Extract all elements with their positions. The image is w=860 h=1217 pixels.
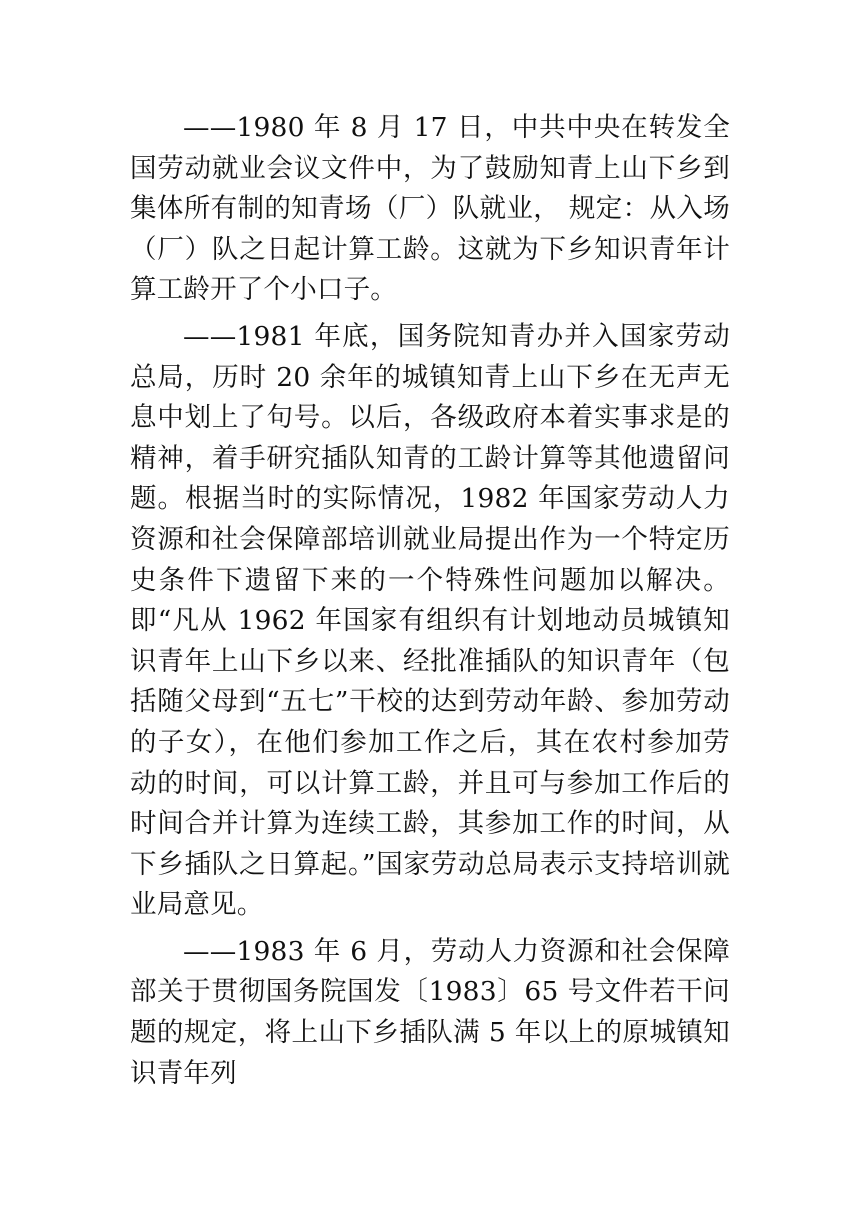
document-body	[130, 108, 730, 1100]
paragraph-1983: ——1983 年 6 月，劳动人力资源和社会保障部关于贯彻国务院国发〔1983〕65 号文件若干问题的规定，将上山下乡插队满 5 年以上的原城镇知识青年列	[130, 935, 730, 1089]
paragraph-1980: ——1980 年 8 月 17 日，中共中央在转发全国劳动就业会议文件中，为了鼓励知青上山下乡到集体所有制的知青场（厂）队就业， 规定：从入场（厂）队之日起计算工龄。这就为下乡知识青年计算工龄开了个小口子。	[130, 112, 730, 306]
paragraph-1981: ——1981 年底，国务院知青办并入国家劳动总局，历时 20 余年的城镇知青上山下乡在无声无息中划上了句号。以后，各级政府本着实事求是的精神，着手研究插队知青的工龄计算等其他遗留问题。根据当时的实际情况，1982 年国家劳动人力资源和社会保障部培训就业局提出作为一个特定历史条件下遗留下来的一个特殊性问题加以解决。即“凡从 1962 年国家有组织有计划地动员城镇知识青年上山下乡以来、经批准插队的知识青年（包括随父母到“五七”干校的达到劳动年龄、参加劳动的子女），在他们参加工作之后，其在农村参加劳动的时间，可以计算工龄，并且可与参加工作后的时间合并计算为连续工龄，其参加工作的时间，从下乡插队之日算起。”国家劳动总局表示支持培训就业局意见。	[130, 320, 730, 921]
